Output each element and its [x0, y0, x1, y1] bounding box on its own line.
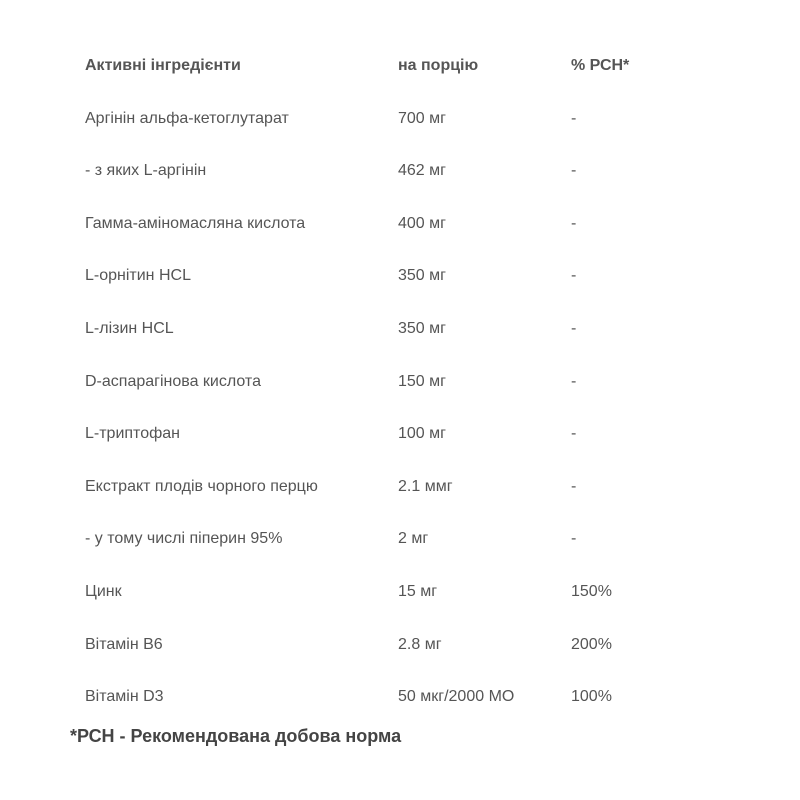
ingredient-name: - у тому числі піперин 95%	[85, 530, 283, 548]
ingredient-name: - з яких L-аргінін	[85, 162, 207, 180]
ingredient-name: Вітамін D3	[85, 688, 164, 706]
ingredient-name: Аргінін альфа-кетоглутарат	[85, 109, 289, 127]
daily-value-percent: -	[571, 267, 577, 285]
amount-per-serving: 350 мг	[398, 267, 446, 285]
table-row	[85, 315, 725, 368]
daily-value-percent: -	[571, 214, 577, 232]
table-row	[85, 368, 725, 421]
daily-value-percent: -	[571, 109, 577, 127]
table-row	[85, 262, 725, 315]
ingredient-name: Цинк	[85, 582, 122, 600]
amount-per-serving: 350 мг	[398, 319, 446, 337]
table-row	[85, 631, 725, 684]
footnote: *РСН - Рекомендована добова норма	[70, 726, 402, 746]
daily-value-percent: 100%	[571, 688, 612, 706]
table-row	[85, 105, 725, 158]
daily-value-percent: -	[571, 477, 577, 495]
amount-per-serving: 400 мг	[398, 214, 446, 232]
amount-per-serving: 462 мг	[398, 162, 446, 180]
amount-per-serving: 700 мг	[398, 109, 446, 127]
amount-per-serving: 2.1 ммг	[398, 477, 453, 495]
ingredient-name: Екстракт плодів чорного перцю	[85, 477, 318, 495]
daily-value-percent: -	[571, 425, 577, 443]
ingredient-name: L-орнітин HCL	[85, 267, 191, 285]
table-row	[85, 420, 725, 473]
amount-per-serving: 2 мг	[398, 530, 429, 548]
amount-per-serving: 50 мкг/2000 МО	[398, 688, 515, 706]
table-row	[85, 578, 725, 631]
table-row	[85, 157, 725, 210]
table-header-row	[85, 52, 725, 105]
table-row	[85, 210, 725, 263]
daily-value-percent: 150%	[571, 582, 612, 600]
daily-value-percent: 200%	[571, 635, 612, 653]
daily-value-percent: -	[571, 162, 577, 180]
header-ingredients: Активні інгредієнти	[85, 57, 241, 74]
header-per-serving: на порцію	[398, 57, 479, 74]
ingredient-name: L-триптофан	[85, 425, 180, 443]
amount-per-serving: 15 мг	[398, 582, 438, 600]
ingredient-name: L-лізин HCL	[85, 319, 174, 337]
daily-value-percent: -	[571, 372, 577, 390]
nutrition-table	[85, 52, 725, 736]
table-body	[85, 105, 725, 736]
daily-value-percent: -	[571, 319, 577, 337]
table-row	[85, 473, 725, 526]
amount-per-serving: 100 мг	[398, 425, 446, 443]
amount-per-serving: 150 мг	[398, 372, 446, 390]
ingredient-name: D-аспарагінова кислота	[85, 372, 261, 390]
daily-value-percent: -	[571, 530, 577, 548]
header-daily-value: % РСН*	[571, 57, 630, 74]
amount-per-serving: 2.8 мг	[398, 635, 442, 653]
table-row	[85, 525, 725, 578]
ingredient-name: Гамма-аміномасляна кислота	[85, 214, 306, 232]
ingredient-name: Вітамін B6	[85, 635, 163, 653]
